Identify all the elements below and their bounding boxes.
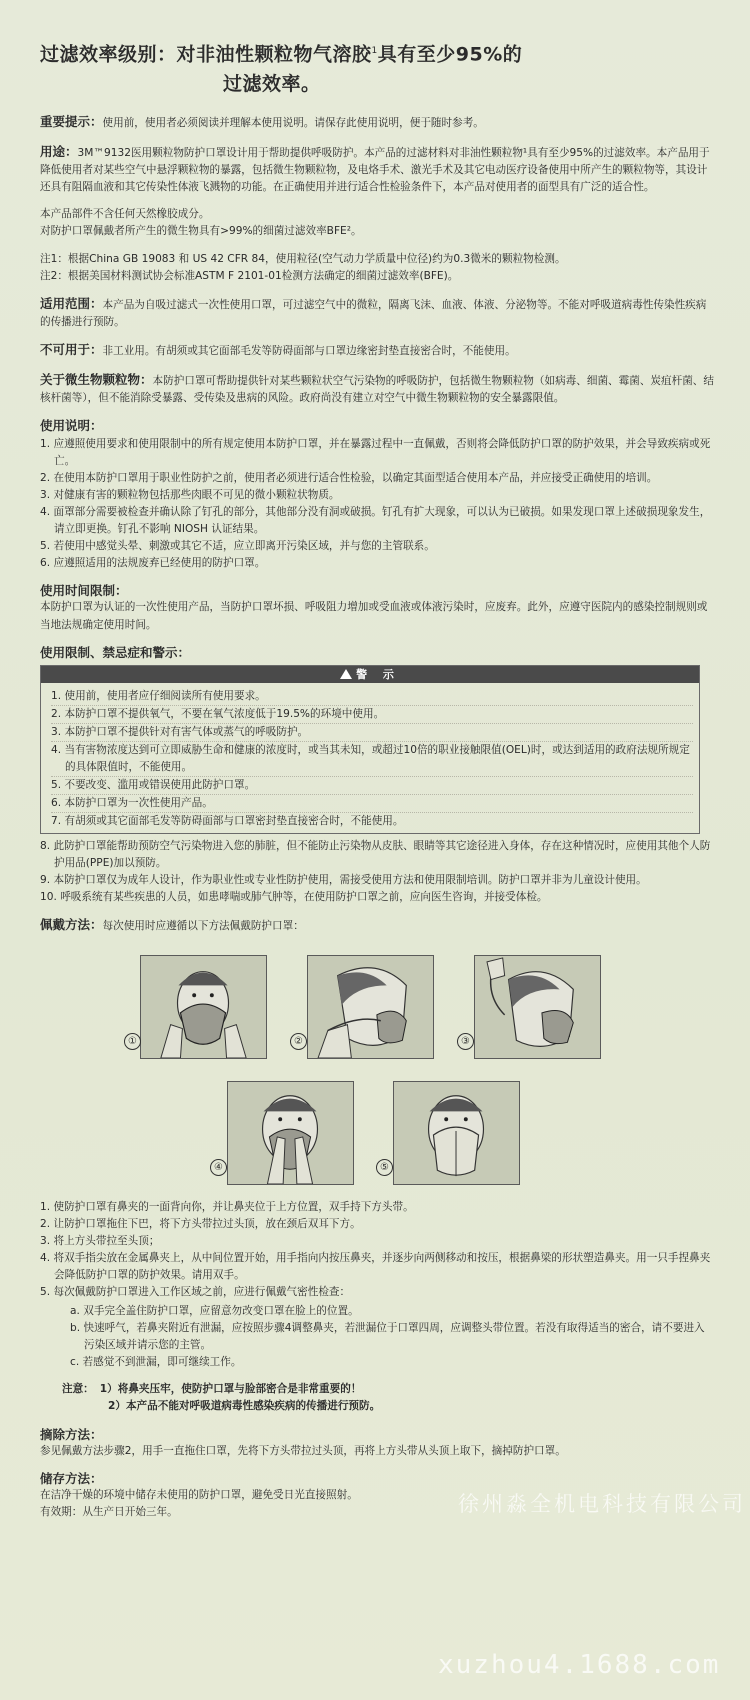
figure-number-2: ② [290,1033,307,1050]
removal-label: 摘除方法： [40,1426,103,1442]
list-item: 3. 将上方头带拉至头顶； [40,1235,160,1248]
donning-figure-1 [140,955,267,1059]
figure-number-3: ③ [457,1033,474,1050]
list-item: 1. 使用前，使用者应仔细阅读所有使用要求。 [51,688,693,706]
figure-number-5: ⑤ [376,1159,393,1176]
list-item: 3. 对健康有害的颗粒物包括那些肉眼不可见的微小颗粒状物质。 [40,489,340,502]
instructions-section [40,417,714,572]
list-item: 8. 此防护口罩能帮助预防空气污染物进入您的肺脏，但不能防止污染物从皮肤、眼睛等其它途径进入身体，存在这种情况时，应使用其他个人防护用品(PPE)加以预防。 [40,839,711,869]
not-for-text: 非工业用。有胡须或其它面部毛发等防碍面部与口罩边缘密封垫直接密合时，不能使用。 [102,345,516,358]
list-item: 4. 将双手指尖放在金属鼻夹上，从中间位置开始，用手指向内按压鼻夹，并逐步向两侧移动和按压，根据鼻梁的形状塑造鼻夹。用一只手捏鼻夹会降低防护口罩的防护效果。请用双手。 [40,1252,711,1282]
list-item: 4. 面罩部分需要被检查并确认除了钉孔的部分，其他部分没有洞或破损。钉孔有扩大现象，可以认为已破损。如果发现口罩上述破损现象发生，请立即更换。钉孔不影响 NIOSH 认证结果。 [40,506,711,536]
microbe-text: 本防护口罩可帮助提供针对某些颗粒状空气污染物的呼吸防护，包括微生物颗粒物（如病毒、细菌、霉菌、炭疽杆菌、结核杆菌等），但不能消除受暴露、受传染及患病的风险。政府尚没有建立对空气中微生物颗粒物的安全暴露限值。 [40,374,714,404]
donning-figure-4 [227,1081,354,1185]
title-line-2: 过滤效率。 [223,73,321,96]
side-view-mask-illustration [308,956,433,1058]
url-watermark: xuzhou4.1688.com [438,1650,721,1680]
footnote-1: 注1：根据China GB 19083 和 US 42 CFR 84，使用粒径(空气动力学质量中位径)约为0.3微米的颗粒物检测。 [40,252,566,265]
important-notice [40,113,714,132]
usage-section [40,143,714,197]
donning-figure-3 [474,955,601,1059]
removal-section [40,1426,714,1460]
limits-label: 使用限制、禁忌症和警示： [40,644,191,660]
removal-text: 参见佩戴方法步骤2，用手一直拖住口罩，先将下方头带拉过头顶，再将上方头带从头顶上取下，摘掉防护口罩。 [40,1444,566,1457]
title-line-1: 过滤效率级别：对非油性颗粒物气溶胶 [40,43,372,66]
list-item: a. 双手完全盖住防护口罩，应留意勿改变口罩在脸上的位置。 [70,1305,359,1318]
list-item: 1. 使防护口罩有鼻夹的一面背向你，并让鼻夹位于上方位置，双手持下方头带。 [40,1201,414,1214]
list-item: c. 若感觉不到泄漏，即可继续工作。 [70,1356,242,1369]
usage-label: 用途： [40,143,78,159]
donning-section [40,916,714,1371]
storage-text: 在洁净干燥的环境中储存未使用的防护口罩，避免受日光直接照射。 [40,1489,358,1502]
nosepiece-press-illustration [228,1082,353,1184]
scope-section [40,295,714,331]
list-item: 4. 当有害物浓度达到可立即威胁生命和健康的浓度时，或当其未知，或超过10倍的职业接触限值(OEL)时，或达到适用的政府法规所规定的具体限值时，不能使用。 [51,742,693,777]
list-item: 6. 应遵照适用的法规废弃已经使用的防护口罩。 [40,557,266,570]
seal-check-illustration [394,1082,519,1184]
attention-item-2: 2）本产品不能对呼吸道病毒性感染疾病的传播进行预防。 [108,1400,381,1413]
list-item: 3. 本防护口罩不提供针对有害气体或蒸气的呼吸防护。 [51,724,693,742]
list-item: 10. 呼吸系统有某些疾患的人员，如患哮喘或肺气肿等，在使用防护口罩之前，应向医生咨询，并接受体检。 [40,890,548,903]
list-item: 9. 本防护口罩仅为成年人设计，作为职业性或专业性防护使用，需接受使用方法和使用限制培训。防护口罩并非为儿童设计使用。 [40,873,647,886]
notice-label: 重要提示： [40,114,103,130]
list-item: 2. 本防护口罩不提供氧气，不要在氧气浓度低于19.5%的环境中使用。 [51,706,693,724]
figure-number-1: ① [124,1033,141,1050]
donning-substeps [40,1303,714,1371]
donning-steps [40,1199,714,1301]
instructions-list [40,436,714,572]
scope-text: 本产品为自吸过滤式一次性使用口罩，可过滤空气中的微粒，隔离飞沫、血液、体液、分泌物等。不能对呼吸道病毒性传染性疾病的传播进行预防。 [40,298,707,329]
title-line-1b: 具有至少95%的 [377,43,523,66]
strap-over-head-illustration [475,956,600,1058]
list-item: 6. 本防护口罩为一次性使用产品。 [51,795,693,813]
warning-box [40,665,700,834]
scope-label: 适用范围： [40,295,103,311]
list-item: 7. 有胡须或其它面部毛发等防碍面部与口罩密封垫直接密合时，不能使用。 [51,814,404,827]
company-watermark: 徐州淼全机电科技有限公司 [458,1492,746,1516]
time-limit-section [40,582,714,634]
warning-triangle-icon [340,669,352,679]
attention-section [40,1381,714,1415]
list-item: 5. 不要改变、滥用或错误使用此防护口罩。 [51,777,693,795]
list-item: 2. 在使用本防护口罩用于职业性防护之前，使用者必须进行适合性检验，以确定其面型适合使用本产品，并应接受正确使用的培训。 [40,472,658,485]
donning-text: 每次使用时应遵循以下方法佩戴防护口罩： [102,919,304,932]
latex-note: 本产品部件不含任何天然橡胶成分。 [40,208,210,221]
warning-list [41,685,699,833]
list-item: b. 快速呼气，若鼻夹附近有泄漏，应按照步骤4调整鼻夹，若泄漏位于口罩四周，应调整头带位置。若没有取得适当的密合，请不要进入污染区域并请示您的主管。 [70,1322,705,1352]
shelf-life-text: 有效期：从生产日开始三年。 [40,1506,178,1519]
footnote-2: 注2：根据美国材料测试协会标准ASTM F 2101-01检测方法确定的细菌过滤效率(BFE)。 [40,269,459,282]
not-for-label: 不可用于： [40,342,103,358]
figure-number-4: ④ [210,1159,227,1176]
instructions-label: 使用说明： [40,417,103,433]
notice-text: 使用前，使用者必须阅读并理解本使用说明。请保存此使用说明，便于随时参考。 [102,117,484,130]
page-title [40,0,714,99]
title-footnote-mark: 1 [371,46,378,56]
donning-label: 佩戴方法： [40,916,103,932]
usage-text: 3M™9132医用颗粒物防护口罩设计用于帮助提供呼吸防护。本产品的过滤材料对非油性颗粒物¹具有至少95%的过滤效率。本产品用于降低使用者对某些空气中悬浮颗粒物的暴露，包括微生物颗粒物，及电烙手术、激光手术及其它电动医疗设备使用中所产生的颗粒物等，其设计还具有阻隔血液和其它传染性体液飞溅物的功能。在正确使用并进行适合性检验条件下，本产品对使用者的面型具有广泛的适合性。 [40,146,710,193]
bfe-note: 对防护口罩佩戴者所产生的微生物具有>99%的细菌过滤效率BFE²。 [40,225,362,238]
limits-more-list [40,838,714,906]
microbe-section [40,371,714,407]
list-item: 2. 让防护口罩拖住下巴，将下方头带拉过头顶，放在颈后双耳下方。 [40,1218,361,1231]
list-item: 1. 应遵照使用要求和使用限制中的所有规定使用本防护口罩，并在暴露过程中一直佩戴，否则将会降低防护口罩的防护效果，并会导致疾病或死亡。 [40,438,711,468]
attention-label: 注意： [62,1383,94,1396]
donning-figures [40,941,714,1193]
face-mask-illustration [141,956,266,1058]
warning-title: 警 示 [356,667,400,681]
warning-header [41,666,699,683]
list-item: 5. 若使用中感觉头晕、刺激或其它不适，应立即离开污染区域，并与您的主管联系。 [40,540,435,553]
attention-item-1: 1）将鼻夹压牢，使防护口罩与脸部密合是非常重要的！ [99,1383,362,1396]
time-limit-label: 使用时间限制： [40,583,128,599]
list-item: 5. 每次佩戴防护口罩进入工作区域之前，应进行佩戴气密性检查： [40,1286,351,1299]
storage-label: 储存方法： [40,1471,103,1486]
donning-figure-2 [307,955,434,1059]
time-limit-text: 本防护口罩为认证的一次性使用产品，当防护口罩坏损、呼吸阻力增加或受血液或体液污染时，应废弃。此外，应遵守医院内的感染控制规则或当地法规确定使用时间。 [40,601,708,631]
microbe-label: 关于微生物颗粒物： [40,371,153,387]
not-for-section [40,341,714,360]
limits-section [40,644,714,906]
donning-figure-5 [393,1081,520,1185]
